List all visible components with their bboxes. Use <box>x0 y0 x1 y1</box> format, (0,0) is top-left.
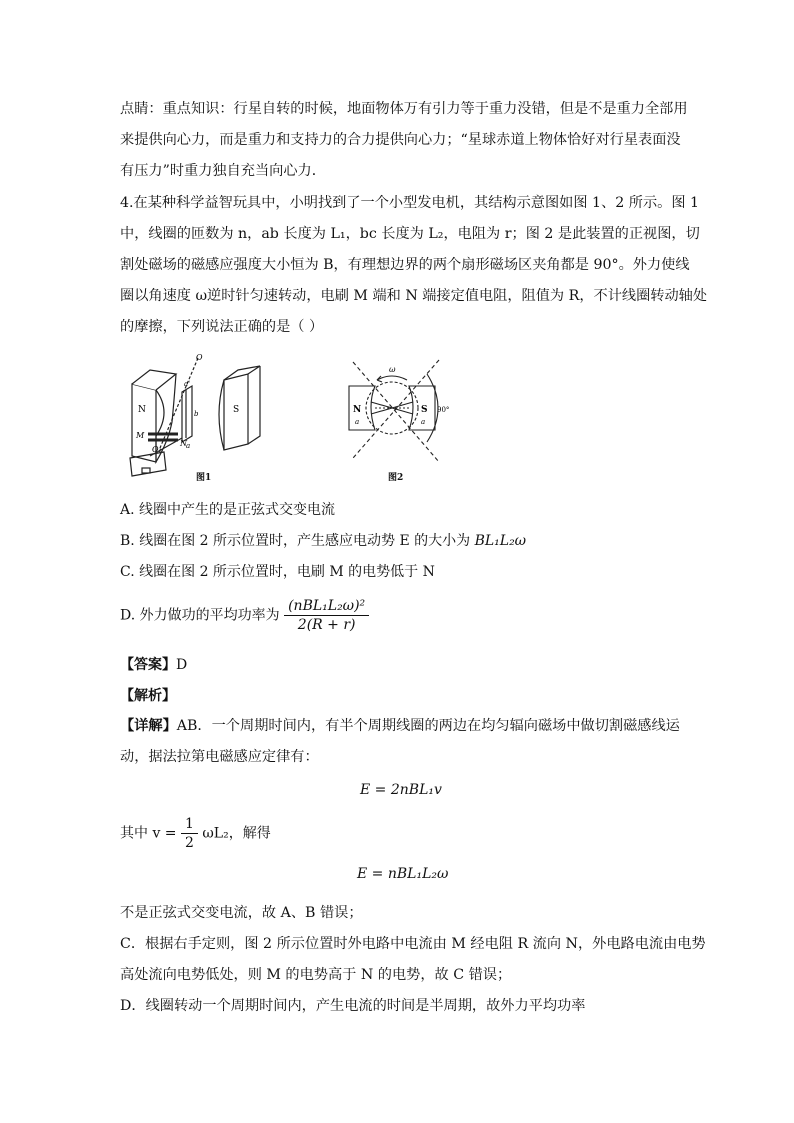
fig1-label-S: S <box>233 405 240 415</box>
figure-1-caption: 图1 <box>196 473 212 483</box>
option-b <box>120 531 526 551</box>
note-line-3: 有压力”时重力独自充当向心力． <box>120 163 326 179</box>
detail-label: 【详解】 <box>120 718 177 734</box>
note-line-2: 来提供向心力，而是重力和支持力的合力提供向心力；“星球赤道上物体恰好对行星表面没 <box>120 132 681 148</box>
detail-where <box>120 815 271 852</box>
fig1-label-a2: a' <box>184 380 191 388</box>
detail-line-1 <box>120 716 680 737</box>
option-d <box>120 597 369 634</box>
figure-2-caption: 图2 <box>388 473 404 483</box>
fig1-label-a: a <box>186 442 191 450</box>
option-c: C. 线圈在图 2 所示位置时，电刷 M 的电势低于 N <box>120 564 435 580</box>
figure-2-front-view <box>345 358 465 468</box>
answer-value: D <box>176 657 188 673</box>
note-line-1: 点睛：重点知识：行星自转的时候，地面物体万有引力等于重力没错，但是不是重力全部用 <box>120 101 688 117</box>
detail-line-4: C．根据右手定则，图 2 所示位置时外电路中电流由 M 经电阻 R 流向 N，外电路电流由电势 <box>120 936 706 952</box>
where-numerator: 1 <box>181 815 198 834</box>
option-a: A. 线圈中产生的是正弦式交变电流 <box>120 502 336 518</box>
fig2-label-N: N <box>353 405 362 415</box>
question-line-5: 的摩擦，下列说法正确的是（ ） <box>120 319 324 335</box>
question-line-3: 割处磁场的磁感应强度大小恒为 B，有理想边界的两个扇形磁场区夹角都是 90°。外力使线 <box>120 257 690 273</box>
fig2-label-a: a <box>355 418 360 426</box>
fig1-label-O1: O₁ <box>152 445 162 454</box>
fig1-label-O: O <box>196 353 203 362</box>
equation-1: E = 2nBL₁v <box>360 782 442 798</box>
option-b-expr: BL₁L₂ω <box>474 533 527 549</box>
option-d-fraction <box>284 597 369 634</box>
where-fraction <box>181 815 198 852</box>
fig2-label-S: S <box>421 405 428 415</box>
question-line-4: 圈以角速度 ω逆时针匀速转动，电刷 M 端和 N 端接定值电阻，阻值为 R，不计线圈转动轴处 <box>120 288 708 304</box>
figure-1-generator <box>120 352 270 484</box>
analysis-label: 【解析】 <box>120 688 176 704</box>
where-denominator: 2 <box>185 835 194 851</box>
option-d-denominator: 2(R + r) <box>297 617 356 633</box>
answer-label: 【答案】 <box>120 657 176 673</box>
option-d-numerator: (nBL₁L₂ω)² <box>284 597 369 616</box>
detail-line-6: D．线圈转动一个周期时间内，产生电流的时间是半周期，故外力平均功率 <box>120 998 586 1014</box>
question-line-2: 中，线圈的匝数为 n，ab 长度为 L₁，bc 长度为 L₂，电阻为 r；图 2 是此装置的正视图，切 <box>120 226 700 242</box>
fig2-label-a2: a <box>421 418 426 426</box>
fig1-label-N: N <box>138 405 146 415</box>
detail-line-2: 动，据法拉第电磁感应定律有： <box>120 749 319 765</box>
option-b-text: B. 线圈在图 2 所示位置时，产生感应电动势 E 的大小为 <box>120 533 475 549</box>
detail-line-3: 不是正弦式交变电流，故 A、B 错误； <box>120 905 363 921</box>
question-line-1: 4.在某种科学益智玩具中，小明找到了一个小型发电机，其结构示意图如图 1、2 所示。图 1 <box>120 195 700 211</box>
fig1-label-M: M <box>136 431 145 440</box>
equation-2: E = nBL₁L₂ω <box>357 866 449 882</box>
where-suffix: ωL₂，解得 <box>202 825 271 842</box>
option-d-text: D. 外力做功的平均功率为 <box>120 607 280 624</box>
where-prefix: 其中 v = <box>120 825 177 842</box>
detail-line-5: 高处流向电势低处，则 M 的电势高于 N 的电势，故 C 错误； <box>120 967 512 983</box>
detail-line-1-text: AB．一个周期时间内，有半个周期线圈的两边在均匀辐向磁场中做切割磁感线运 <box>176 718 680 734</box>
fig1-label-b: b <box>194 410 199 418</box>
answer-line <box>120 655 187 675</box>
fig1-label-N2: N <box>180 439 187 448</box>
fig2-label-omega: ω <box>389 365 396 374</box>
fig2-label-angle: 90° <box>437 406 450 414</box>
